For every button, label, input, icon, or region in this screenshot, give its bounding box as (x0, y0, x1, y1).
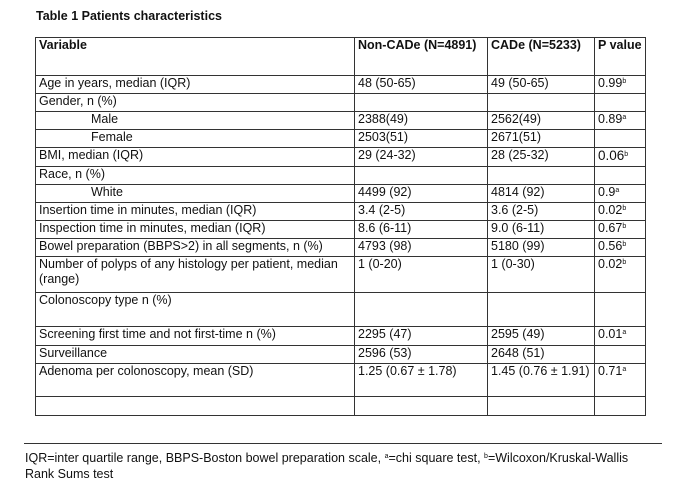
p-value-number: 0.71 (598, 364, 623, 378)
p-value-number: 0.01 (598, 327, 623, 341)
cell-noncade: 8.6 (6-11) (355, 221, 488, 239)
cell-cade: 5180 (99) (488, 239, 595, 257)
table-row (36, 76, 646, 94)
footnote-divider (24, 443, 662, 444)
cell-pvalue (595, 167, 646, 185)
cell-variable: Screening first time and not first-time n (%) (36, 327, 355, 346)
table-row (36, 364, 646, 397)
cell-variable: Race, n (%) (36, 167, 355, 185)
cell-noncade: 2596 (53) (355, 346, 488, 364)
cell-variable: Insertion time in minutes, median (IQR) (36, 203, 355, 221)
cell-cade: 1 (0-30) (488, 257, 595, 293)
cell-pvalue (595, 257, 646, 293)
p-value-number: 0.89 (598, 112, 623, 126)
cell-variable: BMI, median (IQR) (36, 148, 355, 167)
header-cade: CADe (N=5233) (488, 38, 595, 76)
cell-noncade: 2503(51) (355, 130, 488, 148)
cell-variable: Female (36, 130, 355, 148)
cell-cade: 2595 (49) (488, 327, 595, 346)
cell-cade: 3.6 (2-5) (488, 203, 595, 221)
cell-variable: Surveillance (36, 346, 355, 364)
cell-cade (488, 167, 595, 185)
cell-noncade (355, 293, 488, 327)
p-value-test-mark: b (622, 259, 627, 266)
table-row (36, 112, 646, 130)
p-value-number: 0.99 (598, 76, 623, 90)
cell-pvalue (595, 112, 646, 130)
cell-noncade: 29 (24-32) (355, 148, 488, 167)
cell-cade: 28 (25-32) (488, 148, 595, 167)
footnote-mark-b: b (484, 453, 488, 460)
table-row (36, 203, 646, 221)
footnote-mark-a: a (384, 453, 389, 460)
footnote (25, 450, 655, 482)
table-body (36, 76, 646, 416)
cell-noncade: 4793 (98) (355, 239, 488, 257)
table-title: Table 1 Patients characteristics (36, 9, 222, 23)
p-value-number: 0.02 (598, 257, 623, 271)
cell-cade (488, 293, 595, 327)
p-value-test-mark: b (622, 78, 627, 85)
footnote-text-1: IQR=inter quartile range, BBPS-Boston bowel preparation scale, (25, 451, 385, 465)
cell-pvalue (595, 221, 646, 239)
table-row (36, 346, 646, 364)
cell-pvalue (595, 76, 646, 94)
cell-noncade (355, 167, 488, 185)
cell-variable: Number of polyps of any histology per patient, median (range) (36, 257, 355, 293)
cell-cade: 1.45 (0.76 ± 1.91) (488, 364, 595, 397)
cell-pvalue (595, 148, 646, 167)
cell-cade: 2648 (51) (488, 346, 595, 364)
patients-table (35, 37, 646, 416)
cell-variable: Bowel preparation (BBPS>2) in all segments, n (%) (36, 239, 355, 257)
cell-variable: Gender, n (%) (36, 94, 355, 112)
cell-cade: 49 (50-65) (488, 76, 595, 94)
cell-variable: Colonoscopy type n (%) (36, 293, 355, 327)
cell-variable: Inspection time in minutes, median (IQR) (36, 221, 355, 239)
cell-pvalue (595, 364, 646, 397)
p-value-number: 0.9 (598, 185, 616, 199)
cell-cade (488, 94, 595, 112)
table-row (36, 221, 646, 239)
table-row (36, 130, 646, 148)
table-row (36, 167, 646, 185)
p-value-number: 0.56 (598, 239, 623, 253)
table-row (36, 397, 646, 416)
cell-pvalue (595, 397, 646, 416)
cell-variable: Male (36, 112, 355, 130)
cell-noncade: 48 (50-65) (355, 76, 488, 94)
cell-pvalue (595, 346, 646, 364)
cell-noncade (355, 94, 488, 112)
p-value-test-mark: b (622, 241, 627, 248)
cell-pvalue (595, 203, 646, 221)
p-value-test-mark: b (622, 223, 627, 230)
header-noncade: Non-CADe (N=4891) (355, 38, 488, 76)
table-row (36, 239, 646, 257)
p-value-test-mark: b (624, 151, 629, 158)
cell-noncade: 1.25 (0.67 ± 1.78) (355, 364, 488, 397)
cell-noncade: 4499 (92) (355, 185, 488, 203)
p-value-test-mark: b (622, 205, 627, 212)
cell-noncade: 2295 (47) (355, 327, 488, 346)
p-value-test-mark: a (622, 329, 627, 336)
cell-variable: Adenoma per colonoscopy, mean (SD) (36, 364, 355, 397)
table-row (36, 257, 646, 293)
footnote-text-3: =Wilcoxon/Kruskal-Wallis Rank Sums test (25, 451, 629, 481)
cell-noncade: 3.4 (2-5) (355, 203, 488, 221)
cell-pvalue (595, 239, 646, 257)
table-row (36, 185, 646, 203)
cell-cade: 4814 (92) (488, 185, 595, 203)
cell-pvalue (595, 130, 646, 148)
cell-noncade: 2388(49) (355, 112, 488, 130)
footnote-text-2: =chi square test, (388, 451, 485, 465)
p-value-test-mark: a (622, 366, 627, 373)
cell-cade: 9.0 (6-11) (488, 221, 595, 239)
cell-pvalue (595, 185, 646, 203)
cell-noncade: 1 (0-20) (355, 257, 488, 293)
header-variable: Variable (36, 38, 355, 76)
cell-noncade (355, 397, 488, 416)
header-pvalue: P value (595, 38, 646, 76)
cell-variable: Age in years, median (IQR) (36, 76, 355, 94)
table-row (36, 327, 646, 346)
cell-pvalue (595, 94, 646, 112)
cell-cade (488, 397, 595, 416)
cell-pvalue (595, 293, 646, 327)
cell-cade: 2671(51) (488, 130, 595, 148)
cell-pvalue (595, 327, 646, 346)
p-value-number: 0.67 (598, 221, 623, 235)
p-value-number: 0.06 (598, 148, 625, 163)
cell-variable: White (36, 185, 355, 203)
table-row (36, 94, 646, 112)
table-row (36, 148, 646, 167)
cell-cade: 2562(49) (488, 112, 595, 130)
p-value-number: 0.02 (598, 203, 623, 217)
table-row (36, 293, 646, 327)
cell-variable (36, 397, 355, 416)
p-value-test-mark: a (615, 187, 620, 194)
p-value-test-mark: a (622, 114, 627, 121)
